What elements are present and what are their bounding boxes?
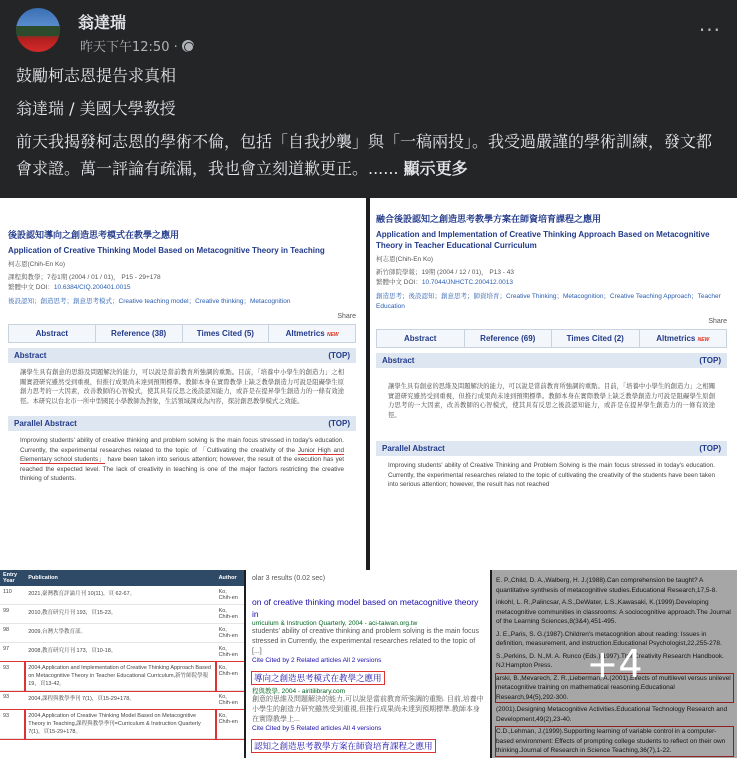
result-title-highlighted[interactable]: 導向之創造思考模式在教學之應用 (254, 673, 382, 683)
top-link[interactable]: (TOP) (328, 351, 350, 360)
top-link[interactable]: (TOP) (699, 356, 721, 365)
abstract-heading: Abstract (TOP) (8, 348, 356, 363)
article-title: 後設認知導向之創造思考模式在教學之應用 (8, 230, 180, 240)
author-name[interactable]: 翁達瑞 (78, 13, 127, 32)
post-body-text: 前天我揭發柯志恩的學術不倫，包括「自我抄襲」與「一稿兩投」。我受過嚴謹的學術訓練，發文都會求證。萬一評論有疏漏，我也會立刻道歉更正。...... (16, 132, 713, 178)
reference-item-highlighted: arski, B.,Mevarech, Z. R.,Lieberman, A.(2001).Effects of multilevel versus unilevel metacognitive training on mathematical reasoning.Educational Research,94(5),292-300. (496, 674, 733, 703)
result-actions[interactable]: Cite Cited by 5 Related articles All 4 versions (252, 725, 382, 732)
tab-reference[interactable]: Reference (69) (465, 330, 553, 347)
table-row-highlighted: 93 2004,Application of Creative Thinking Model Based on Metacognitive Theory in Teaching,課程與教學季刊=Curriculum & Instruction Quarterly 7(1)，頁15-29+178。 Ko, Chih-en (0, 710, 244, 739)
photo-airiti-article-1[interactable] (0, 198, 366, 570)
table-row-highlighted: 93 2004,Application and Implementation of Creative Thinking Approach Based on Metacognitive Theory in Teacher Educational Curriculum,新竹師院學報 19，頁13-42。 Ko, Chih-en (0, 662, 244, 691)
parallel-abstract-text: Improving students' ability of creative thinking and problem solving is the main focus stressed in today's education. Currently, the experimental researches related to the topic of 「Cultivating the creativity of the Junior High and Elementary school students」 have been taken into serious attention; however, the result of the execution has yet reached the expected level. The lack of creativity in teaching is one of the major factors restricting the creative thinking of students. (20, 437, 344, 482)
tab-altmetrics[interactable]: Altmetrics NEW (656, 334, 710, 343)
column-header: Publication (25, 570, 215, 586)
photo-grid (0, 198, 737, 758)
table-row: 110 2021,臺灣教育評論月刊 10(11)，頁 62-67。 Ko, Chih-en (0, 586, 244, 605)
tab-times-cited[interactable]: Times Cited (5) (183, 325, 270, 342)
tab-reference[interactable]: Reference (38) (96, 325, 183, 342)
article-tabs (376, 329, 727, 348)
article-journal: 新竹師院學報；19期 (2004 / 12 / 01)， P13 - 43 (376, 269, 514, 276)
doi-label: 繁體中文 DOI： (376, 279, 422, 286)
parallel-abstract-heading: Parallel Abstract (TOP) (376, 441, 727, 456)
post-body (16, 128, 721, 182)
new-badge: NEW (326, 332, 339, 338)
more-photos-count[interactable]: +4 (492, 570, 737, 758)
doi-link[interactable]: 10.6384/CIQ.200401.0015 (53, 284, 131, 291)
article-title: 融合後設認知之創造思考教學方案在師資培育課程之應用 (376, 214, 602, 224)
photo-reference-list[interactable] (492, 570, 737, 758)
tab-abstract[interactable]: Abstract (9, 325, 96, 342)
abstract-text: 讓學生具有創意的思維及問題解決的能力，可以說是當前教育所強調的重點。目前，「培養中小學生的創造力」之相關實證研究雖然受到重視，但推行成果尚未達到預期標準。教師本身在實際教學上缺乏教學創造力可說是阻礙學生原創力思考的一大因素，改善教師的心智模式，使其具有反思之後設認知能力，或許是在提昇學生創造力的一條有效途徑。本研究以台北市一所中型國民小學教師為對象，生活領域課成為內容，探討創思教學模式之效能。 (20, 369, 344, 405)
reference-item: inkohl, L. R.,Palincsar, A.S.,DeWater, L.S.,Kawasaki, K.(1999).Developing metacognitive communities in classrooms: A sociocognitive approach.The Journal of the Learning Sciences,8(3&4),451-495. (496, 599, 731, 625)
more-options-icon[interactable]: ··· (698, 18, 721, 42)
table-row: 97 2008,教育研究月刊 173，頁10-18。 Ko, Chih-en (0, 643, 244, 662)
result-snippet: students' ability of creative thinking and problem solving is the main focus stressed in Currently, the experimental researches related to the topic of [...] (252, 628, 480, 655)
tab-times-cited[interactable]: Times Cited (2) (552, 330, 640, 347)
share-label[interactable]: Share (708, 318, 727, 325)
post-headline: 鼓勵柯志恩提告求真相 (16, 66, 177, 85)
parallel-abstract-text: Improving students' ability of Creative Thinking and Problem Solving is the main focus stressed in today's education. Currently, the experimental researches related to the topic of cultivating the creativity of the students have been taken into serious attention; however, the result has not reached (388, 462, 715, 488)
article-author: 柯志恩(Chih-En Ko) (376, 256, 434, 263)
result-actions[interactable]: Cite Cited by 2 Related articles All 2 versions (252, 657, 382, 664)
article-keywords[interactable]: 後設認知；創造思考；創意思考模式；Creative teaching model；Creative thinking；Metacognition (8, 298, 291, 305)
article-english-title: Application of Creative Thinking Model Based on Metacognitive Theory in Teaching (8, 246, 325, 255)
author-avatar[interactable] (16, 8, 60, 52)
reference-item: E. P.,Child, D. A.,Walberg, H. J.(1988).Can comprehension be taught? A quantitative synthesis of metacognitive studies.Educational Research,17,5-8. (496, 577, 718, 594)
reference-item: J. E.,Paris, S. G.(1987).Children's metacognition about reading: Issues in definition, measurement, and instruction.Educational Psychologist,22,255-278. (496, 630, 722, 647)
doi-link[interactable]: 10.7044/JNHCTC.200412.0013 (421, 279, 513, 286)
publication-table (0, 570, 244, 739)
reference-item-highlighted: C.D.,Lehman, J.(1999).Supporting learning of variable control in a computer-based environment: Effects of prompting college students to reflect on their own thinking.Journal of Research in Science Teaching,36(7),1-22. (496, 727, 733, 756)
result-title[interactable]: on of creative thinking model based on metacognitive theory in (252, 597, 479, 619)
doi-label: 繁體中文 DOI： (8, 284, 54, 291)
article-journal: 課程與教學；7卷1期 (2004 / 01 / 01)， P15 - 29+178 (8, 274, 161, 281)
column-header: Author (216, 570, 244, 586)
table-row: 99 2010,教育研究月刊 193，頁15-23。 Ko, Chih-en (0, 605, 244, 624)
post-text (16, 62, 721, 184)
photo-publication-list[interactable] (0, 570, 244, 758)
result-source: urriculum & Instruction Quarterly, 2004 - aci-taiwan.org.tw (252, 620, 418, 627)
new-badge: NEW (697, 337, 710, 343)
tab-abstract[interactable]: Abstract (377, 330, 465, 347)
results-count: olar 3 results (0.02 sec) (252, 575, 326, 582)
globe-icon (182, 40, 194, 52)
abstract-text: 讓學生具有創意的思維及問題解決的能力，可以說是當前教育所強調的重點。目前，「培養中小學生的創造力」之相關實證研究雖然受到重視，但推行成果尚未達到預期標準。教師本身在實際教學上缺乏教學創造力可說是阻礙學生原創力思考的一大因素，改善教師的心智模式，使其具有反思之後設認知能力，或許是在提昇學生創造力的一條有效途徑。 (388, 383, 715, 419)
table-row: 98 2009,台灣大學教育部。 Ko, Chih-en (0, 624, 244, 643)
post-meta (80, 36, 194, 55)
reference-item: S.,Perkins, D. N.,M. A. Runco (Eds.)(1997).The Creativity Research Handbook. NJ:Hampton Press. (496, 652, 724, 669)
share-label[interactable]: Share (337, 313, 356, 320)
article-tabs (8, 324, 356, 343)
result-title-highlighted[interactable]: 認知之創造思考教學方案在師資培育課程之應用 (254, 741, 433, 751)
table-row: 93 2004,課程與教學季刊 7(1)，頁15-29+178。 Ko, Chih-en (0, 691, 244, 710)
post-header (16, 8, 721, 55)
post-byline: 翁達瑞 / 美國大學教授 (16, 99, 176, 118)
photo-airiti-article-2[interactable] (370, 198, 737, 570)
result-source: 程與教學, 2004 - airitilibrary.com (252, 688, 346, 695)
see-more-link[interactable]: 顯示更多 (403, 159, 468, 178)
result-snippet: 創意的思維及問題解決的能力,可以說是當前教育所強調的重點. 目前,培養中小學生的創造力研究雖然受到重視,但推行成果尚未達到預期標準.教師本身在實際教學上... (252, 696, 484, 723)
abstract-heading: Abstract (TOP) (376, 353, 727, 368)
photo-scholar-results[interactable] (246, 570, 490, 758)
top-link[interactable]: (TOP) (328, 419, 350, 428)
article-author: 柯志恩(Chih-En Ko) (8, 261, 66, 268)
post-timestamp[interactable]: 昨天下午12:50 · (80, 40, 178, 55)
top-link[interactable]: (TOP) (699, 444, 721, 453)
article-english-title: Application and Implementation of Creative Thinking Approach Based on Metacognitive Theory in Teacher Educational Curriculum (376, 230, 710, 250)
column-header: Entry Year (0, 570, 25, 586)
reference-item: (2001).Designing Metacognitive Activities.Educational Technology Research and Development,49(2),23-40. (496, 706, 728, 723)
article-keywords[interactable]: 創造思考；後設認知；創意思考；師資培育；Creative Thinking；Metacognition；Creative Teaching Approach；Teacher Education (376, 293, 721, 310)
tab-altmetrics[interactable]: Altmetrics NEW (285, 329, 339, 338)
parallel-abstract-heading: Parallel Abstract (TOP) (8, 416, 356, 431)
highlighted-phrase: Junior High and Elementary school students」 (20, 446, 344, 463)
